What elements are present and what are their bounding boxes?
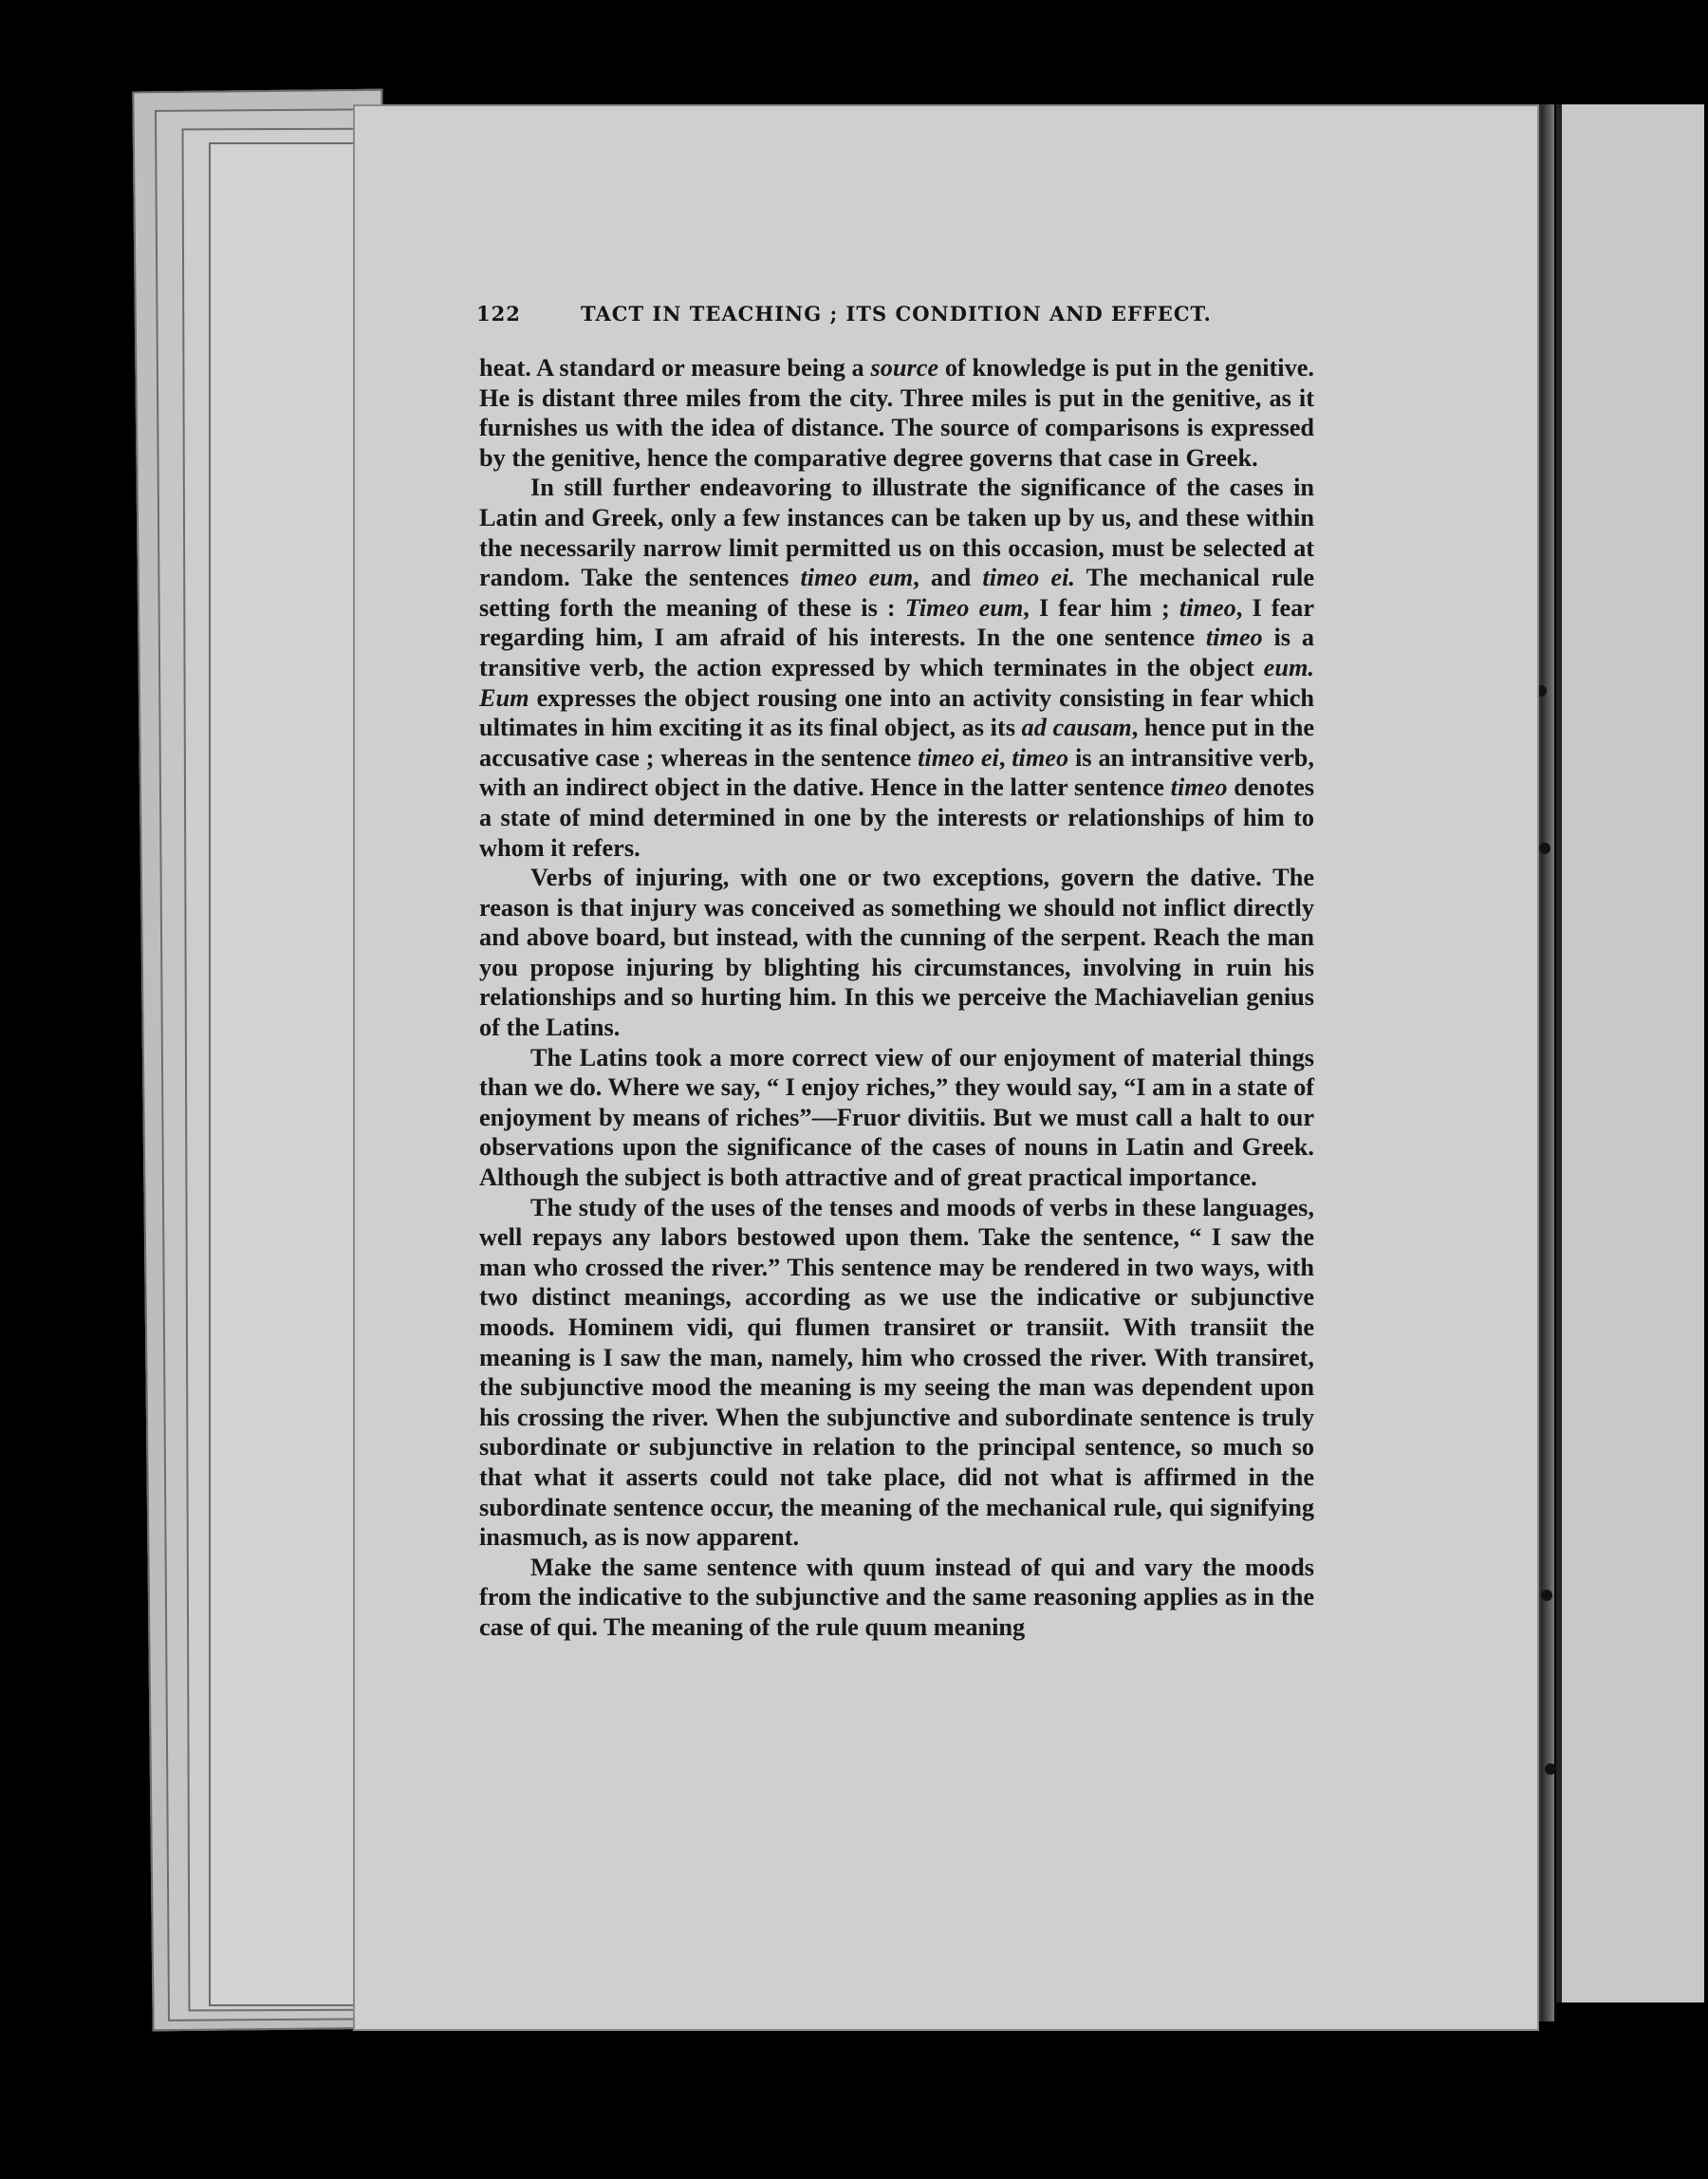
text-run: denotes a state of mind determined in one by the interests or relationships of him to whom it refers. — [479, 773, 1314, 862]
text-run: , — [998, 743, 1012, 772]
text-run: The Latins took a more correct view of our enjoyment of material things than we do. Where we say, “ I enjoy riches,” they would say, “I am in a state of enjoyment by means of riches”—Fruor divitiis. But we must call a halt to our observations upon the significance of the cases of nouns in Latin and Greek. Although the subject is both attractive and of great practical importance. — [479, 1043, 1314, 1192]
italic-text: timeo — [1205, 624, 1263, 652]
italic-text: timeo — [1170, 773, 1228, 802]
paragraph — [479, 1193, 1314, 1553]
italic-text: Eum — [479, 683, 529, 712]
text-run: , I fear regarding him, I am afraid of his interests. In the one sentence — [479, 593, 1315, 652]
paragraph — [479, 1553, 1314, 1643]
binding-stitch — [1539, 843, 1550, 854]
paragraph — [479, 1043, 1314, 1193]
text-run: expresses the object rousing one into an activity consisting in fear which ultimates in him exciting it as its final object, as its — [479, 683, 1314, 742]
italic-text: timeo — [1012, 743, 1069, 772]
text-run: Verbs of injuring, with one or two exceptions, govern the dative. The reason is that injury was conceived as something we should not inflict directly and above board, but instead, with the cunning of the serpent. Reach the man you propose injuring by blighting his circumstances, involving in ruin his relationships and so hurting him. In this we perceive the Machiavelian genius of the Latins. — [479, 864, 1314, 1042]
text-run: , I fear him ; — [1023, 593, 1179, 622]
italic-text: timeo — [1179, 593, 1236, 622]
text-run: The study of the uses of the tenses and moods of verbs in these languages, well repays any labors bestowed upon them. Take the sentence, “ I saw the man who crossed the river.” This sentence may be rendered in two ways, with two distinct meanings, according as we use the indicative or subjunctive moods. Hominem vidi, qui flumen transiret or transiit. With transiit the meaning is I saw the man, namely, him who crossed the river. With transiret, the subjunctive mood the meaning is my seeing the man was dependent upon his crossing the river. When the subjunctive and subordinate sentence is truly subordinate or subjunctive in relation to the principal sentence, so much so that what it asserts could not take place, did not what is affirmed in the subordinate sentence occur, the meaning of the mechanical rule, qui signifying inasmuch, as is now apparent. — [479, 1193, 1314, 1552]
body-text — [479, 353, 1314, 1643]
italic-text: eum. — [1263, 653, 1314, 681]
text-run: , hence put in the accusative case ; whereas in the sentence — [479, 714, 1314, 772]
italic-text: source — [870, 354, 939, 382]
italic-text: timeo ei — [918, 743, 999, 772]
italic-text: timeo eum — [800, 564, 914, 592]
binding-stitch — [1541, 1590, 1552, 1601]
text-run: , and — [913, 564, 983, 592]
running-title: TACT IN TEACHING ; ITS CONDITION AND EFFECT. — [581, 302, 1212, 326]
italic-text: Timeo eum — [904, 593, 1024, 622]
paragraph — [479, 863, 1314, 1043]
text-run: is an intransitive verb, with an indirect object in the dative. Hence in the latter sentence — [479, 743, 1314, 802]
text-run: is a transitive verb, the action expressed by which terminates in the object — [479, 624, 1314, 681]
text-run: of knowledge is put in the genitive. He is distant three miles from the city. Three miles is put in the genitive, as it furnishes us with the idea of distance. The source of comparisons is expressed by the genitive, hence the comparative degree governs that case in Greek. — [479, 354, 1314, 472]
facing-page-edge — [1556, 104, 1704, 2002]
text-run: heat. A standard or measure being a — [479, 354, 871, 382]
text-run: Make the same sentence with quum instead of qui and vary the moods from the indicative to the subjunctive and the same reasoning applies as in the case of qui. The meaning of the rule quum meaning — [479, 1553, 1314, 1641]
text-run: The mechanical rule setting forth the meaning of these is : — [479, 564, 1315, 622]
page-number: 122 — [476, 302, 521, 326]
paragraph — [479, 473, 1314, 863]
binding-stitch — [1545, 1763, 1556, 1775]
italic-text: ad causam — [1021, 714, 1132, 742]
paragraph — [479, 353, 1314, 473]
text-run: In still further endeavoring to illustrate the significance of the cases in Latin and Greek, only a few instances can be taken up by us, and these within the necessarily narrow limit permitted us on this occasion, must be selected at random. Take the sentences — [479, 474, 1314, 592]
italic-text: timeo ei. — [982, 564, 1075, 592]
